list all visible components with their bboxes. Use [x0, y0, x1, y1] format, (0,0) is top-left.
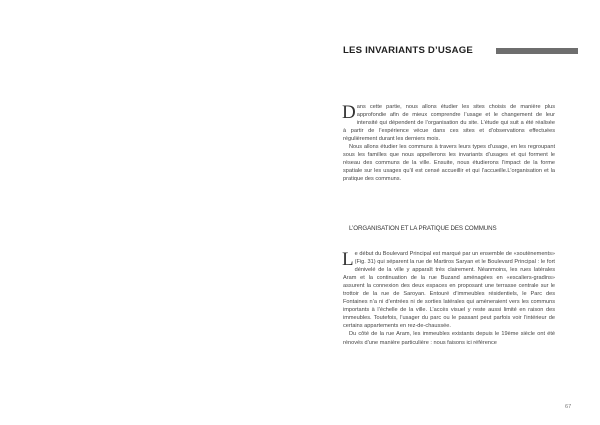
body-paragraph-2: Du côté de la rue Aram, les immeubles existants depuis le 19ème siècle ont été rénovés d’une manière particulière : nous faisons ici référence [343, 331, 555, 346]
intro-paragraph-1-text: ans cette partie, nous allons étudier les sites choisis de manière plus approfondie afin de mieux comprendre l’usage et le changement de leur intensité qui dépendent de l’organisation du site. L’étude qui suit a été réalisée à partir de l’expérience vécue dans ces sites et d’observations effectuées régulièrement durant les derniers mois. [343, 104, 555, 143]
section-organisation [343, 250, 555, 347]
section-intro [343, 103, 555, 183]
intro-paragraph-1 [343, 103, 555, 143]
body-paragraph-1 [343, 250, 555, 330]
page-title: LES INVARIANTS D’USAGE [343, 45, 474, 56]
dropcap: D [342, 102, 356, 123]
body-paragraph-1-text: e début du Boulevard Principal est marqué par un ensemble de «soutènements» (Fig. 31) qui séparent la rue de Martiros Saryan et le Boulevard Principal : le fort dénivelé de la ville y apparaît très clairement. Néanmoins, les rues latérales Aram et la continuation de la rue Buzand aménagées en «escaliers-gradins» assurent la connexion des deux espaces en proposant une terrasse centrale sur le trottoir de la rue de Saroyan. Entouré d’immeubles résidentiels, le Parc des Fontaines n’a ni d’entrées ni de sorties latérales qui amèneraient vers les communs importants à l’échelle de la ville. L’accès visuel y reste aussi limité en raison des immeubles. Toutefois, l’usager du parc ou le passant peut parfois voir l’intérieur de certains appartements en rez-de-chaussée. [343, 251, 555, 330]
page-number: 67 [565, 404, 572, 410]
intro-paragraph-2: Nous allons étudier les communs à travers leurs types d’usage, en les regroupant sous les familles que nous appellerons les invariants d’usages et qui forment le réseau des communs de la ville. Ensuite, nous étudierons l’impact de la forme spatiale sur les usages qu’il est censé accueillir et qui l’accueille.L’organisation et la pratique des communs. [343, 144, 555, 183]
dropcap: L [342, 249, 354, 270]
title-accent-bar [496, 48, 578, 54]
section-heading: L’ORGANISATION ET LA PRATIQUE DES COMMUNS [349, 225, 497, 232]
